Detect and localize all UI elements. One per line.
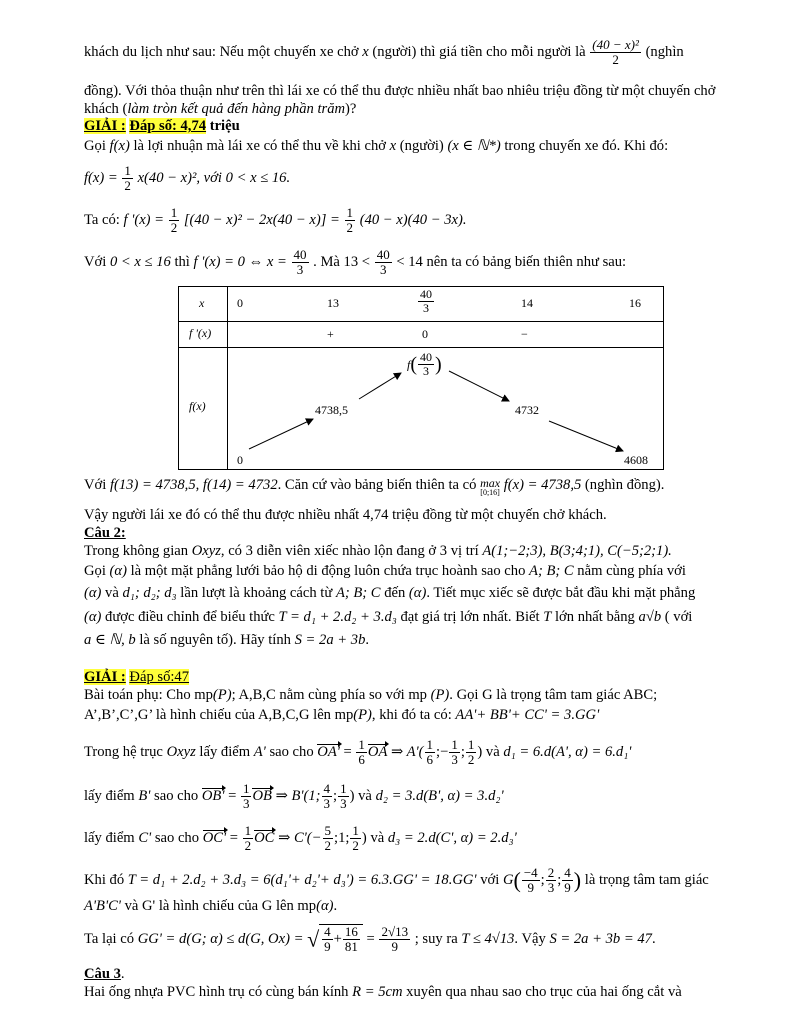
- variation-table: [178, 286, 664, 470]
- price-fraction: $\frac{\text{(40 − x)²}}{2}$: [592, 37, 639, 68]
- sign-zero: 0: [422, 327, 428, 341]
- x-value: 0: [237, 296, 243, 310]
- solution-2-line-2: A’,B’,C’,G’ là hình chiếu của A,B,C,G lên mp(P), khi đó ta có: AA'+ BB'+ CC' = 3.GG': [84, 707, 600, 723]
- row-label-f: f(x): [189, 399, 206, 413]
- question-2-title: Câu 2:: [84, 525, 126, 541]
- f-max-value: f( $\frac{40}{3}$ ): [407, 350, 442, 379]
- f-value: 0: [237, 453, 243, 467]
- solution-2-line-4: lấy điểm B' sao cho OB' = $\frac{1}{3}$ OB ⇒ B'(1; $\frac{4}{3}$ ; $\frac{1}{3}$ ) và d₂ = 3.d(B', α) = 3.d₂': [84, 781, 504, 812]
- decreasing-arrow: [449, 371, 509, 401]
- question-2-line-5: a ∈ ℕ, b là số nguyên tố). Hãy tính S = 2a + 3b.: [84, 632, 370, 648]
- solution-1-line-1: Gọi f(x) là lợi nhuận mà lái xe có thể thu về khi chở x (người) (x ∈ ℕ*) trong chuyến xe đó. Khi đó:: [84, 138, 669, 154]
- x-value: 14: [521, 296, 533, 310]
- decreasing-arrow: [549, 421, 623, 451]
- solution-2-line-6: Khi đó T = d₁ + 2.d₂ + 3.d₃ = 6(d₁'+ d₂'+ d₃') = 6.3.GG' = 18.GG' với G( $\frac{-4}{9}$ ; $\frac{2}{3}$ ; $\frac{4}{9}$ ) là trọng tâm tam giác: [84, 865, 709, 896]
- variation-arrows: [179, 287, 663, 469]
- solution-2-line-5: lấy điểm C' sao cho OC' = $\frac{1}{2}$ OC ⇒ C'(− $\frac{5}{2}$ ;1; $\frac{1}{2}$ ) và d₃ = 2.d(C', α) = 2.d₃': [84, 823, 517, 854]
- solution-1-line-3: Ta có: f '(x) = $\frac{1}{2}$ [(40 − x)² − 2x(40 − x)] = $\frac{1}{2}$ (40 − x)(40 − 3x).: [84, 205, 467, 236]
- solution-1-line-2: f(x) = $\frac{1}{2}$ x(40 − x)², với 0 < x ≤ 16.: [84, 163, 291, 194]
- solution-1-conclusion-1: Với f(13) = 4738,5, f(14) = 4732. Căn cứ vào bảng biến thiên ta có max [0;16] f(x) = 4738,5 (nghìn đồng).: [84, 476, 665, 497]
- question-2-line-4: (α) được điều chỉnh để biểu thức T = d₁ + 2.d₂ + 3.d₃ đạt giá trị lớn nhất. Biết T lớn nhất bằng a√b ( với: [84, 609, 693, 625]
- sign-plus: +: [327, 327, 334, 341]
- sign-minus: −: [521, 327, 528, 341]
- increasing-arrow: [249, 419, 313, 449]
- intro-line-2: đồng). Với thỏa thuận như trên thì lái xe có thể thu được nhiều nhất bao nhiêu triệu đồng từ một chuyến chở: [84, 83, 716, 99]
- f-value: 4608: [624, 453, 648, 467]
- solution-2-header: GIẢI : Đáp số:47: [84, 669, 190, 685]
- intro-line-1: khách du lịch như sau: Nếu một chuyến xe chở x (người) thì giá tiền cho mỗi người là $\frac{\text{(40 − x)²}}{2}$ (nghìn: [84, 37, 684, 68]
- question-3-title: Câu 3.: [84, 966, 125, 982]
- solution-1-header: GIẢI : Đáp số: 4,74 triệu: [84, 118, 240, 134]
- question-2-line-2: Gọi (α) là một mặt phẳng lưới bảo hộ di động luôn chứa trục hoành sao cho A; B; C nằm cùng phía với: [84, 563, 686, 579]
- solution-2-line-1: Bài toán phụ: Cho mp(P); A,B,C nằm cùng phía so với mp (P). Gọi G là trọng tâm tam giác ABC;: [84, 687, 658, 703]
- x-value-fraction: $\frac{40}{3}$: [420, 287, 432, 316]
- row-label-x: x: [199, 296, 205, 310]
- question-2-line-3: (α) và d₁; d₂; d₃ lần lượt là khoảng cách từ A; B; C đến (α). Tiết mục xiếc sẽ được bắt đầu khi mặt phẳng: [84, 585, 696, 601]
- f-value: 4732: [515, 403, 539, 417]
- x-value: 16: [629, 296, 641, 310]
- solution-2-line-8: Ta lại có GG' = d(G; α) ≤ d(G, Ox) = √ $\frac{4}{9}$ + $\frac{16}{81}$ = $\frac{2√13}{9}$ ; suy ra T ≤ 4√13. Vậy S = 2a + 3b = 47.: [84, 924, 656, 955]
- solution-2-line-3: Trong hệ trục Oxyz lấy điểm A' sao cho OA' = $\frac{1}{6}$ OA ⇒ A'( $\frac{1}{6}$ ;− $\frac{1}{3}$ ; $\frac{1}{2}$ ) và d₁ = 6.d(A', α) = 6.d₁': [84, 737, 632, 768]
- solution-2-line-7: A'B'C' và G' là hình chiếu của G lên mp(α).: [84, 898, 338, 914]
- question-2-line-1: Trong không gian Oxyz, có 3 diễn viên xiếc nhào lộn đang ở 3 vị trí A(1;−2;3), B(3;4;1), C(−5;2;1).: [84, 543, 672, 559]
- solution-1-conclusion-2: Vậy người lái xe đó có thể thu được nhiều nhất 4,74 triệu đồng từ một chuyến chở khách.: [84, 507, 607, 523]
- x-value: 13: [327, 296, 339, 310]
- intro-line-3: khách (làm tròn kết quả đến hàng phần trăm)?: [84, 101, 357, 117]
- solution-1-line-4: Với 0 < x ≤ 16 thì f '(x) = 0 ⇔ x = $\frac{40}{3}$ . Mà 13 < $\frac{40}{3}$ < 14 nên ta có bảng biến thiên như sau:: [84, 247, 627, 278]
- f-value: 4738,5: [315, 403, 348, 417]
- row-label-fprime: f '(x): [189, 326, 212, 340]
- increasing-arrow: [359, 373, 401, 399]
- question-3-line-1: Hai ống nhựa PVC hình trụ có cùng bán kính R = 5cm xuyên qua nhau sao cho trục của hai ống cắt và: [84, 984, 682, 1000]
